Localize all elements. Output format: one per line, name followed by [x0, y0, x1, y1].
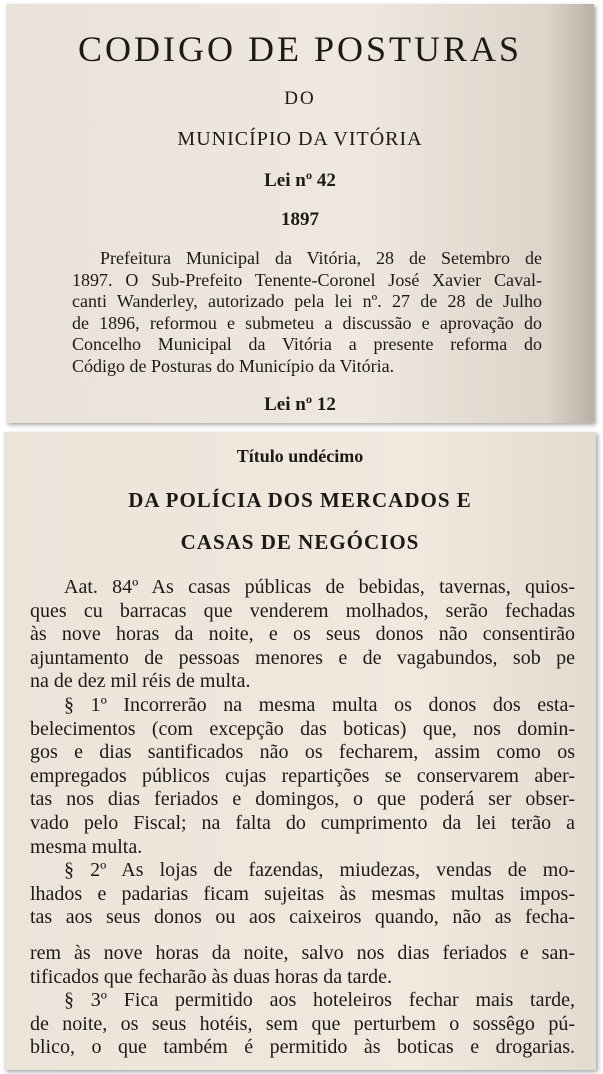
article-line: § 2º As lojas de fazendas, miudezas, vendas de mo- [64, 859, 575, 882]
article-line: ajuntamento de pessoas menores e de vagabundos, sob pe [30, 646, 575, 669]
paragraph-line: Código de Posturas do Município da Vitória. [72, 355, 395, 376]
section-title: Título undécimo [236, 446, 364, 466]
article-line: belecimentos (com excepção das boticas) que, nos domin- [30, 717, 575, 740]
section-heading-1: DA POLÍCIA DOS MERCADOS E [128, 488, 472, 512]
law-number-2: Lei nº 12 [264, 394, 336, 415]
paragraph-line: de 1896, reformou e submeteu a discussão e aprovação do [72, 312, 542, 333]
article-line: gos e dias santificados não os fecharem, assim como os [30, 741, 575, 764]
paragraph-line: Concelho Municipal da Vitória a presente reforma do [72, 334, 542, 354]
article-line: tas nos dias feriados e domingos, o que poderá ser obser- [30, 788, 575, 811]
article-body [30, 576, 575, 1060]
paragraph-line: canti Wanderley, autorizado pela lei nº. 27 de 28 de Julho [72, 291, 542, 311]
article-line: mesma multa. [30, 835, 143, 858]
article-line: na de dez mil réis de multa. [30, 670, 251, 693]
top-page-scan [6, 4, 594, 423]
law-year: 1897 [281, 209, 319, 230]
law-number: Lei nº 42 [264, 170, 336, 191]
intro-paragraph [72, 248, 542, 377]
article-line: Aat. 84º As casas públicas de bebidas, tavernas, quios- [64, 576, 575, 598]
title-do: DO [284, 88, 316, 109]
section-heading-2: CASAS DE NEGÓCIOS [180, 530, 420, 554]
document-title: CODIGO DE POSTURAS [77, 29, 523, 69]
bottom-page-scan [4, 432, 596, 1070]
article-line: blico, o que também é permitido às boticas e drogarias. [30, 1036, 575, 1059]
article-line: tas aos seus donos ou aos caixeiros quando, não as fecha- [30, 906, 575, 929]
article-line: ques cu barracas que venderem molhados, serão fechadas [30, 599, 575, 622]
article-line: § 1º Incorrerão na mesma multa os donos dos esta- [64, 693, 575, 716]
article-line: rem às nove horas da noite, salvo nos dias feriados e san- [30, 941, 575, 964]
article-line: tificados que fecharão às duas horas da tarde. [30, 965, 393, 988]
paragraph-line: 1897. O Sub-Prefeito Tenente-Coronel José Xavier Caval- [72, 269, 542, 290]
article-line: vado pelo Fiscal; na falta do cumprimento da lei terão a [30, 811, 575, 834]
article-line: às nove horas da noite, e os seus donos não consentirão [30, 623, 575, 646]
municipality-title: MUNICÍPIO DA VITÓRIA [177, 128, 423, 150]
article-line: lhados e padarias ficam sujeitas às mesmas multas impos- [30, 882, 575, 905]
article-line: de noite, os seus hotéis, sem que perturbem o sossêgo pú- [30, 1012, 575, 1035]
paragraph-line: Prefeitura Municipal da Vitória, 28 de Setembro de [100, 248, 542, 268]
article-line: § 3º Fica permitido aos hoteleiros fechar mais tarde, [64, 989, 575, 1012]
article-line: empregados públicos cujas repartições se conservarem aber- [30, 764, 575, 787]
